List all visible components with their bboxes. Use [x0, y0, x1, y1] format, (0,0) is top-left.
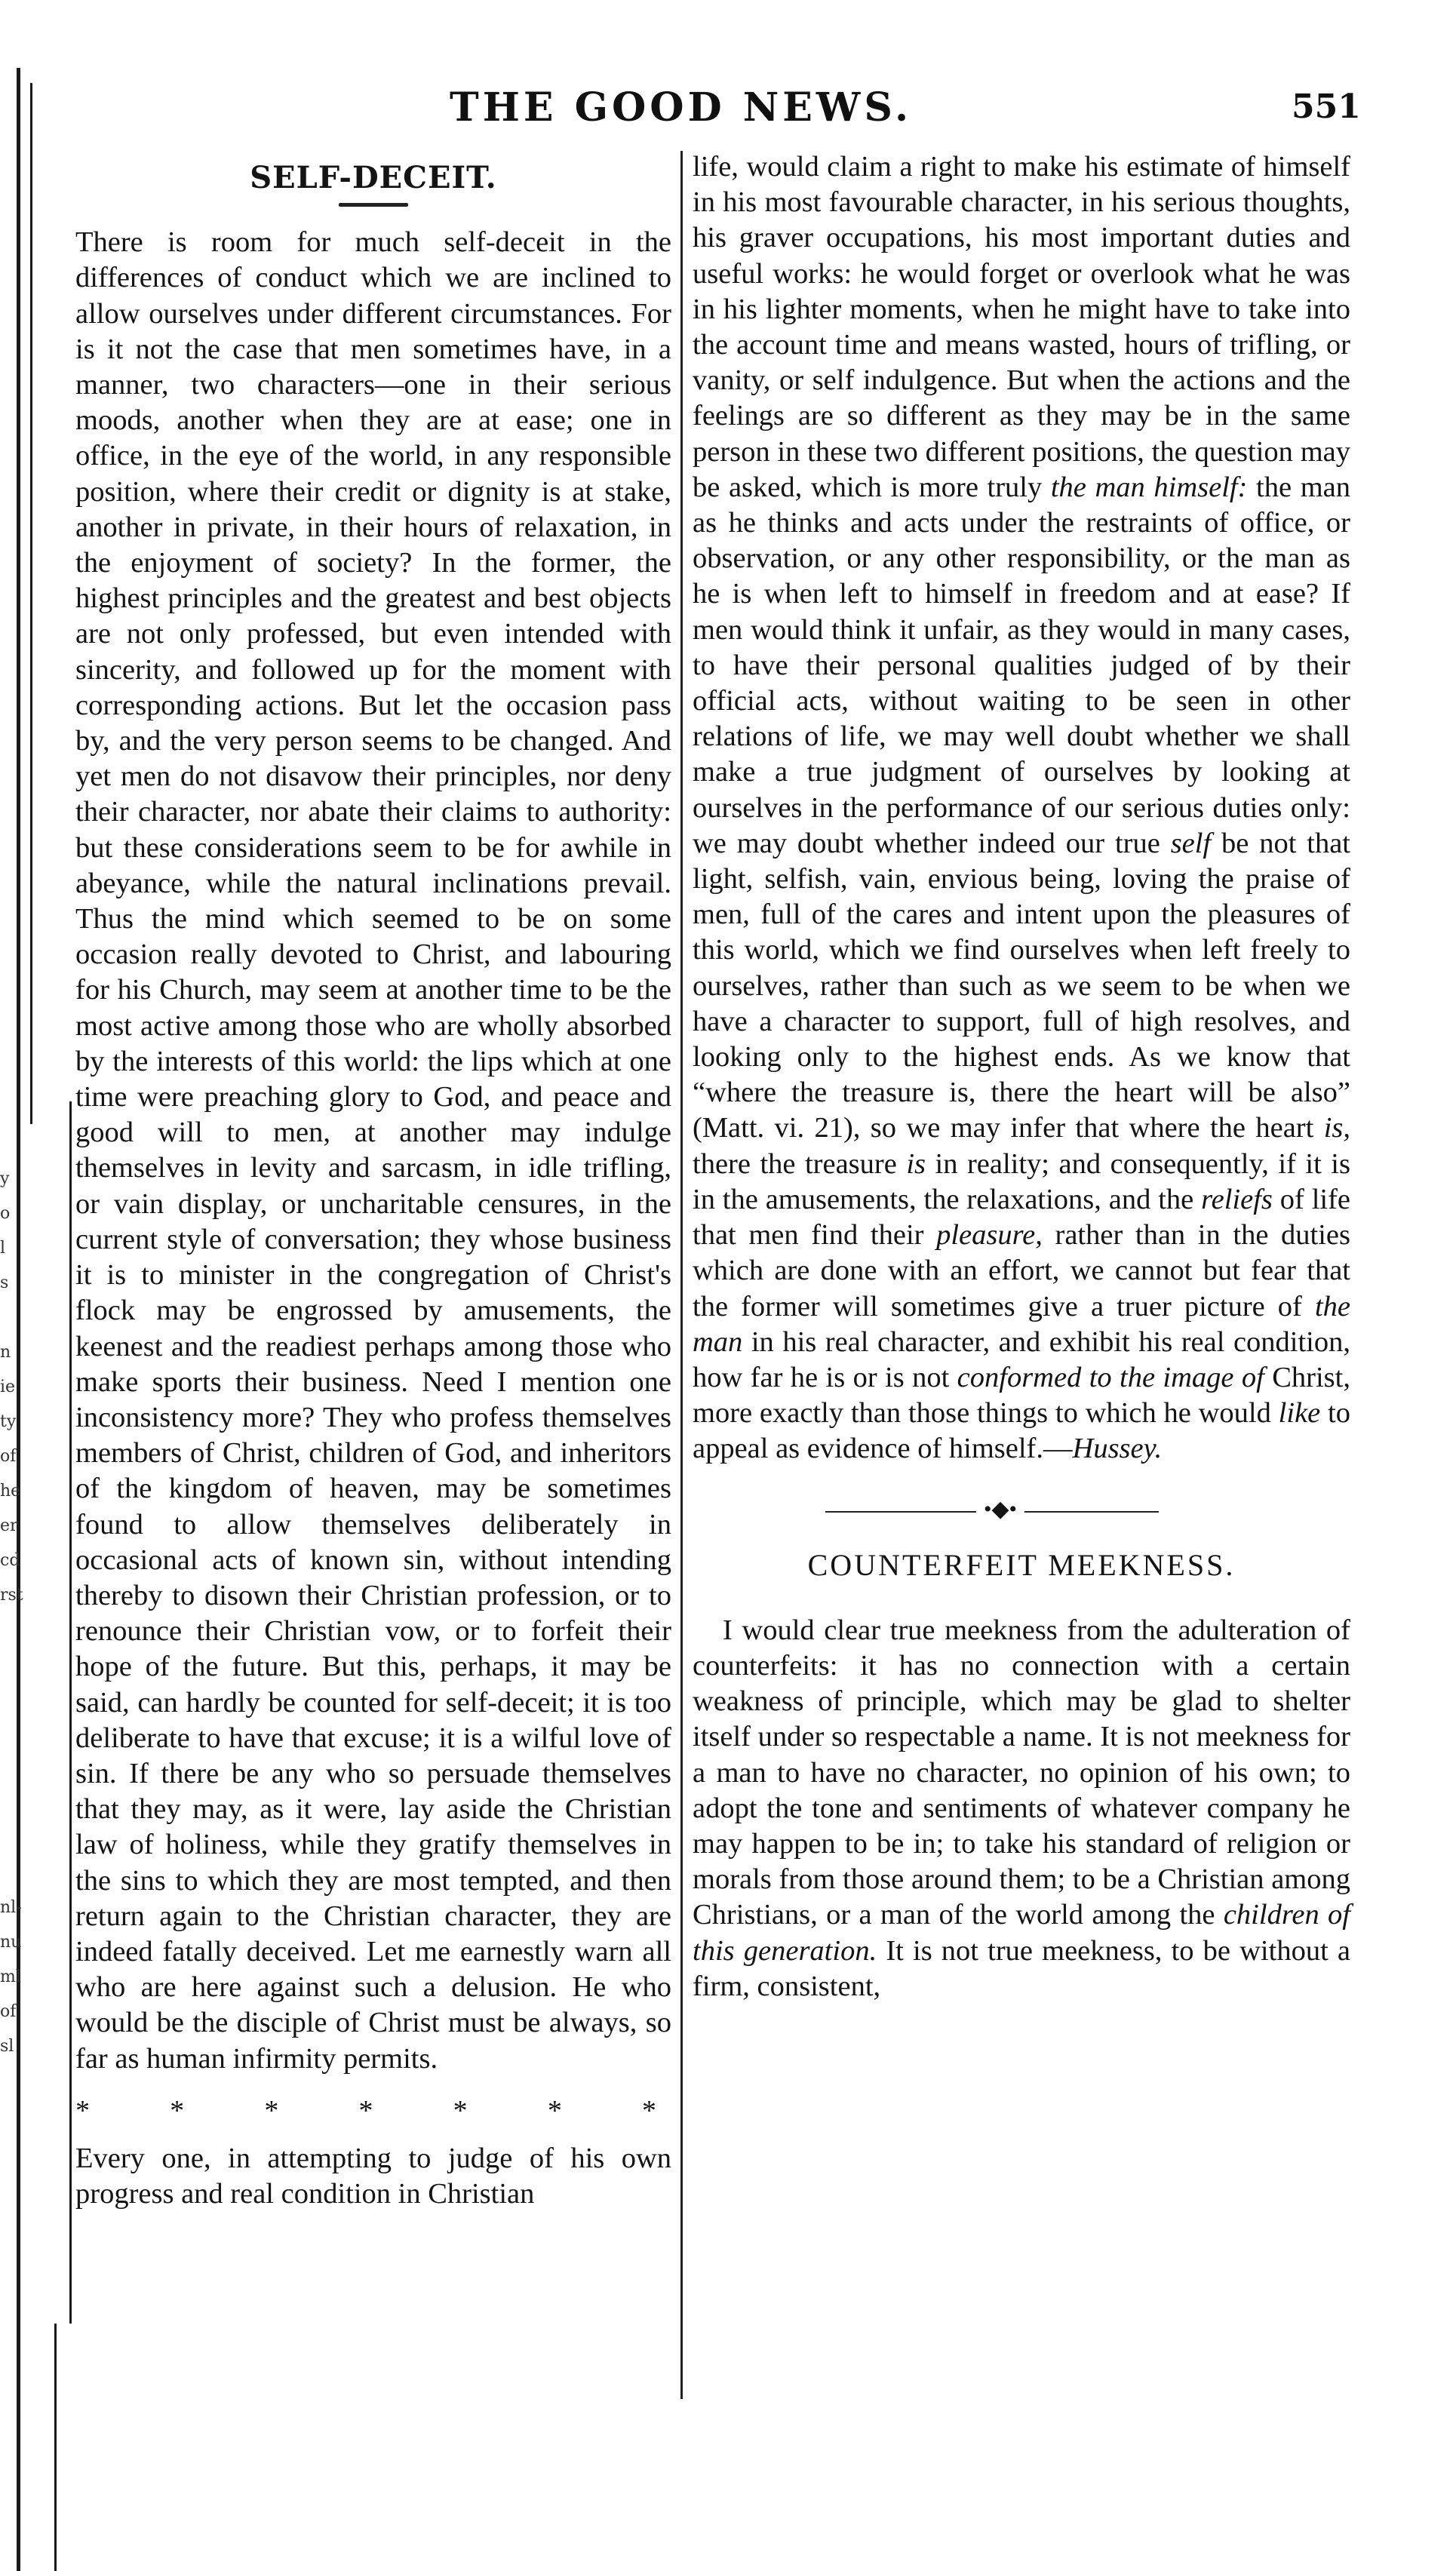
divider-line [1024, 1511, 1159, 1513]
column-divider [680, 151, 683, 2399]
italic-text: children of this generation. [693, 1899, 1350, 1967]
binding-edge-line [54, 2324, 57, 2571]
text-run: there the treasure [693, 1147, 907, 1180]
article-paragraph-continuation [693, 149, 1350, 1467]
italic-text: is [906, 1147, 926, 1180]
left-column [75, 149, 671, 2212]
article-paragraph-continued: Every one, in attempting to judge of his own progress and real condition in Christian [75, 2142, 671, 2210]
italic-text: conformed to the image of [957, 1361, 1264, 1393]
binding-edge-line [30, 83, 32, 1124]
section-break-asterisks: * * * * * * * [75, 2094, 656, 2127]
italic-text: is, [1323, 1112, 1350, 1144]
text-run: in his real character, and exhibit his real condition, how far he is or is not [693, 1325, 1350, 1393]
neighbouring-page-fragments: y o l s n ie ty of he er cd rst nl- nu ml of sl [0, 1169, 23, 2056]
article-paragraph [693, 1613, 1350, 2004]
text-run: to appeal as evidence of himself.— [693, 1397, 1350, 1465]
article-title-counterfeit-meekness: COUNTERFEIT MEEKNESS. [807, 1547, 1236, 1582]
text-run: life, would claim a right to make his estimate of himself in his most favourable character, in his serious thoughts, his graver occupations, his most important duties and useful works: he would forget or overlook what he was in his lighter moments, when he might have to take into the account time and means wasted, hours of trifling, or vanity, or self indulgence. But when the actions and the feelings are so different as they may be in the same person in these two different positions, the question may be asked, which is more truly [693, 151, 1350, 503]
italic-text: pleasure, [936, 1219, 1043, 1252]
divider-ornament: •◆• [983, 1496, 1018, 1522]
text-run: of life that men find their [693, 1183, 1351, 1252]
title-dash [339, 203, 408, 207]
article-paragraph: There is room for much self-deceit in the differences of conduct which we are inclined to allow ourselves under different circumstances. For is it not the case that men sometimes have, in a manner, two characters—one in their serious moods, another when they are at ease; one in office, in the eye of the world, in any responsible position, where their credit or dignity is at stake, another in private, in their hours of relaxation, in the enjoyment of society? In the former, the highest principles and the greatest and best objects are not only professed, but even intended with sincerity, and followed up for the moment with corresponding actions. But let the occasion pass by, and the very person seems to be changed. And yet men do not disavow their principles, nor deny their character, nor abate their claims to authority: but these considerations seem to be for awhile in abeyance, while the natural inclinations prevail. Thus the mind which seemed to be on some occasion really devoted to Christ, and labouring for his Church, may seem at another time to be the most active among those who are wholly absorbed by the interests of this world: the lips which at one time were preaching glory to God, and peace and good will to men, at another may indulge themselves in levity and sarcasm, in idle trifling, or vain display, or uncharitable censures, in the current style of conversation; they whose business it is to minister in the congregation of Christ's flock may be engrossed by amusements, the keenest and the readiest perhaps among those who make sports their business. Need I mention one inconsistency more? They who profess themselves members of Christ, children of God, and inheritors of the kingdom of heaven, may be sometimes found to allow themselves deliberately in occasional acts of known sin, without intending thereby to disown their Christian profession, or to renounce their Christian vow, or to forfeit their hope of the future. But this, perhaps, it may be said, can hardly be counted for self-deceit; it is too deliberate to have that excuse; it is a wilful love of sin. If there be any who so persuade themselves that they may, as it were, lay aside the Christian law of holiness, while they gratify themselves in the sins to which they are most tempted, and then return again to the Christian character, they are indeed fatally deceived. Let me earnestly warn all who are here against such a delusion. He who would be the disciple of Christ must be always, so far as human infirmity permits. [75, 226, 671, 2075]
text-run: be not that light, selfish, vain, envious being, loving the praise of men, full of the cares and intent upon the pleasures of this world, which we find ourselves when left freely to ourselves, rather than such as we seem to be when we have a character to support, full of high resolves, and looking only to the highest ends. As we know that “where the treasure is, there the heart will be also” (Matt. vi. 21), so we may infer that where the heart [693, 827, 1350, 1144]
italic-text: the man [693, 1290, 1350, 1358]
text-run: Christ, more exactly than those things to which he would [693, 1361, 1350, 1430]
text-run: I would clear true meekness from the adulteration of counterfeits: it has no connection with a certain weakness of principle, which may be glad to shelter itself under so respectable a name. It is not meekness for a man to have no character, no opinion of his own; to adopt the tone and sentiments of whatever company he may happen to be in; to take his standard of religion or morals from those around them; to be a Christian among Christians, or a man of the world among the [693, 1614, 1350, 1931]
text-run: It is not true meekness, to be without a firm, consistent, [693, 1934, 1350, 2002]
text-run: the man as he thinks and acts under the restraints of office, or observation, or any other responsibility, or the man as he is when left to himself in freedom and at ease? If men would think it unfair, as they would in many cases, to have their personal qualities judged of by their official acts, without waiting to be seen in other relations of life, we may well doubt whether we shall make a true judgment of ourselves by looking at ourselves in the performance of our serious duties only: we may doubt whether indeed our true [693, 471, 1350, 859]
divider-line [825, 1511, 976, 1513]
right-column [693, 149, 1350, 2004]
italic-text: the man himself: [1050, 471, 1248, 503]
italic-text: self [1170, 827, 1212, 859]
text-run: rather than in the duties which are done with an effort, we cannot but fear that the former will sometimes give a truer picture of [693, 1219, 1351, 1322]
ornamental-divider [693, 1494, 1350, 1525]
running-title: THE GOOD NEWS. [450, 84, 913, 131]
text-run: in reality; and consequently, if it is in the amusements, the relaxations, and the [693, 1147, 1350, 1215]
italic-text: like [1278, 1397, 1321, 1430]
binding-edge-line [69, 1101, 72, 2324]
article-title-self-deceit: SELF-DECEIT. [250, 160, 497, 195]
italic-text: reliefs [1201, 1183, 1273, 1215]
author-attribution: Hussey. [1072, 1433, 1163, 1465]
page-number: 551 [1292, 88, 1361, 126]
